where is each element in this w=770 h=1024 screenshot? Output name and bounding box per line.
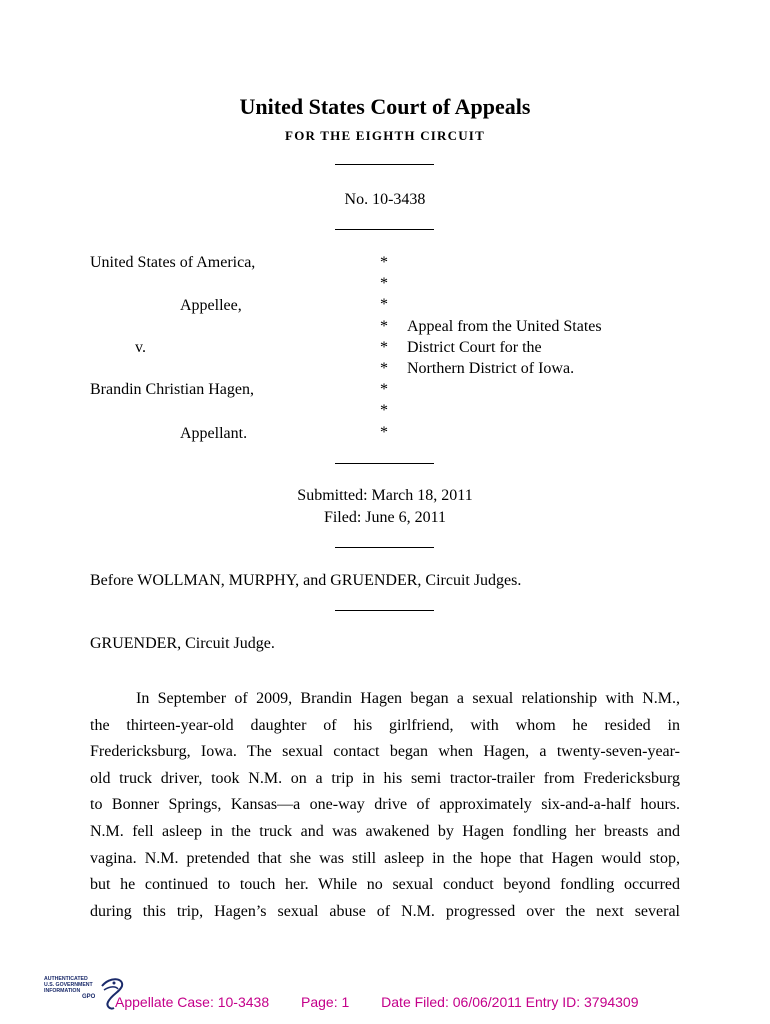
plaintiff-name: United States of America,	[90, 254, 256, 271]
gpo-logo-text: GPO	[82, 994, 96, 1000]
paragraph-line: In September of 2009, Brandin Hagen began a sexual relationship with N.M.,	[136, 690, 680, 707]
filed-date: Filed: June 6, 2011	[323, 509, 447, 526]
caption-star: *	[380, 296, 388, 313]
caption-star: *	[380, 339, 388, 356]
gpo-logo-text: INFORMATION	[44, 988, 81, 994]
divider	[335, 463, 434, 464]
paragraph-line: but he continued to touch her. While no sexual conduct beyond fondling occurred	[90, 876, 680, 894]
appeal-line: Northern District of Iowa.	[407, 360, 575, 377]
caption-star: *	[380, 381, 388, 398]
caption-star: *	[380, 275, 388, 292]
divider	[335, 164, 434, 165]
footer-case: Appellate Case: 10-3438	[115, 994, 270, 1010]
appeal-line: District Court for the	[407, 339, 542, 356]
footer	[115, 994, 667, 1010]
opinion-paragraph	[90, 686, 680, 925]
submitted-date: Submitted: March 18, 2011	[297, 487, 473, 504]
paragraph-line: N.M. fell asleep in the truck and was awakened by Hagen fondling her breasts and	[90, 822, 680, 840]
divider	[335, 229, 434, 230]
case-number: No. 10-3438	[344, 191, 426, 208]
footer-filed: Date Filed: 06/06/2011 Entry ID: 3794309	[381, 994, 639, 1010]
caption-star: *	[380, 318, 388, 335]
paragraph-line: during this trip, Hagen’s sexual abuse of N.M. progressed over the next several	[90, 902, 680, 920]
opinion-author: GRUENDER, Circuit Judge.	[90, 635, 275, 652]
circuit-subtitle: FOR THE EIGHTH CIRCUIT	[285, 128, 485, 143]
court-title: United States Court of Appeals	[239, 94, 531, 119]
paragraph-line: vagina. N.M. pretended that she was still asleep in the hope that Hagen would stop,	[90, 849, 680, 867]
eagle-icon	[44, 976, 124, 1012]
appeal-line: Appeal from the United States	[407, 318, 602, 335]
plaintiff-role: Appellee,	[180, 297, 242, 314]
paragraph-line: to Bonner Springs, Kansas—a one-way drive of approximately six-and-a-half hours.	[90, 796, 680, 814]
caption-star: *	[380, 424, 388, 441]
gpo-logo-text: U.S. GOVERNMENT	[44, 982, 93, 988]
panel-judges: Before WOLLMAN, MURPHY, and GRUENDER, Circuit Judges.	[90, 572, 522, 589]
paragraph-line: old truck driver, took N.M. on a trip in his semi tractor-trailer from Fredericksburg	[90, 769, 680, 787]
paragraph-line: Fredericksburg, Iowa. The sexual contact began when Hagen, a twenty-seven-year-	[90, 743, 680, 761]
divider	[335, 610, 434, 611]
caption-star: *	[380, 360, 388, 377]
defendant-name: Brandin Christian Hagen,	[90, 381, 254, 398]
gpo-logo	[44, 976, 124, 1012]
paragraph-line: the thirteen-year-old daughter of his girlfriend, with whom he resided in	[90, 716, 680, 734]
caption-star: *	[380, 254, 388, 271]
caption-star: *	[380, 402, 388, 419]
defendant-role: Appellant.	[180, 425, 248, 442]
divider	[335, 547, 434, 548]
versus-label: v.	[135, 339, 146, 356]
footer-page: Page: 1	[301, 994, 350, 1010]
gpo-logo-text: AUTHENTICATED	[44, 976, 88, 982]
